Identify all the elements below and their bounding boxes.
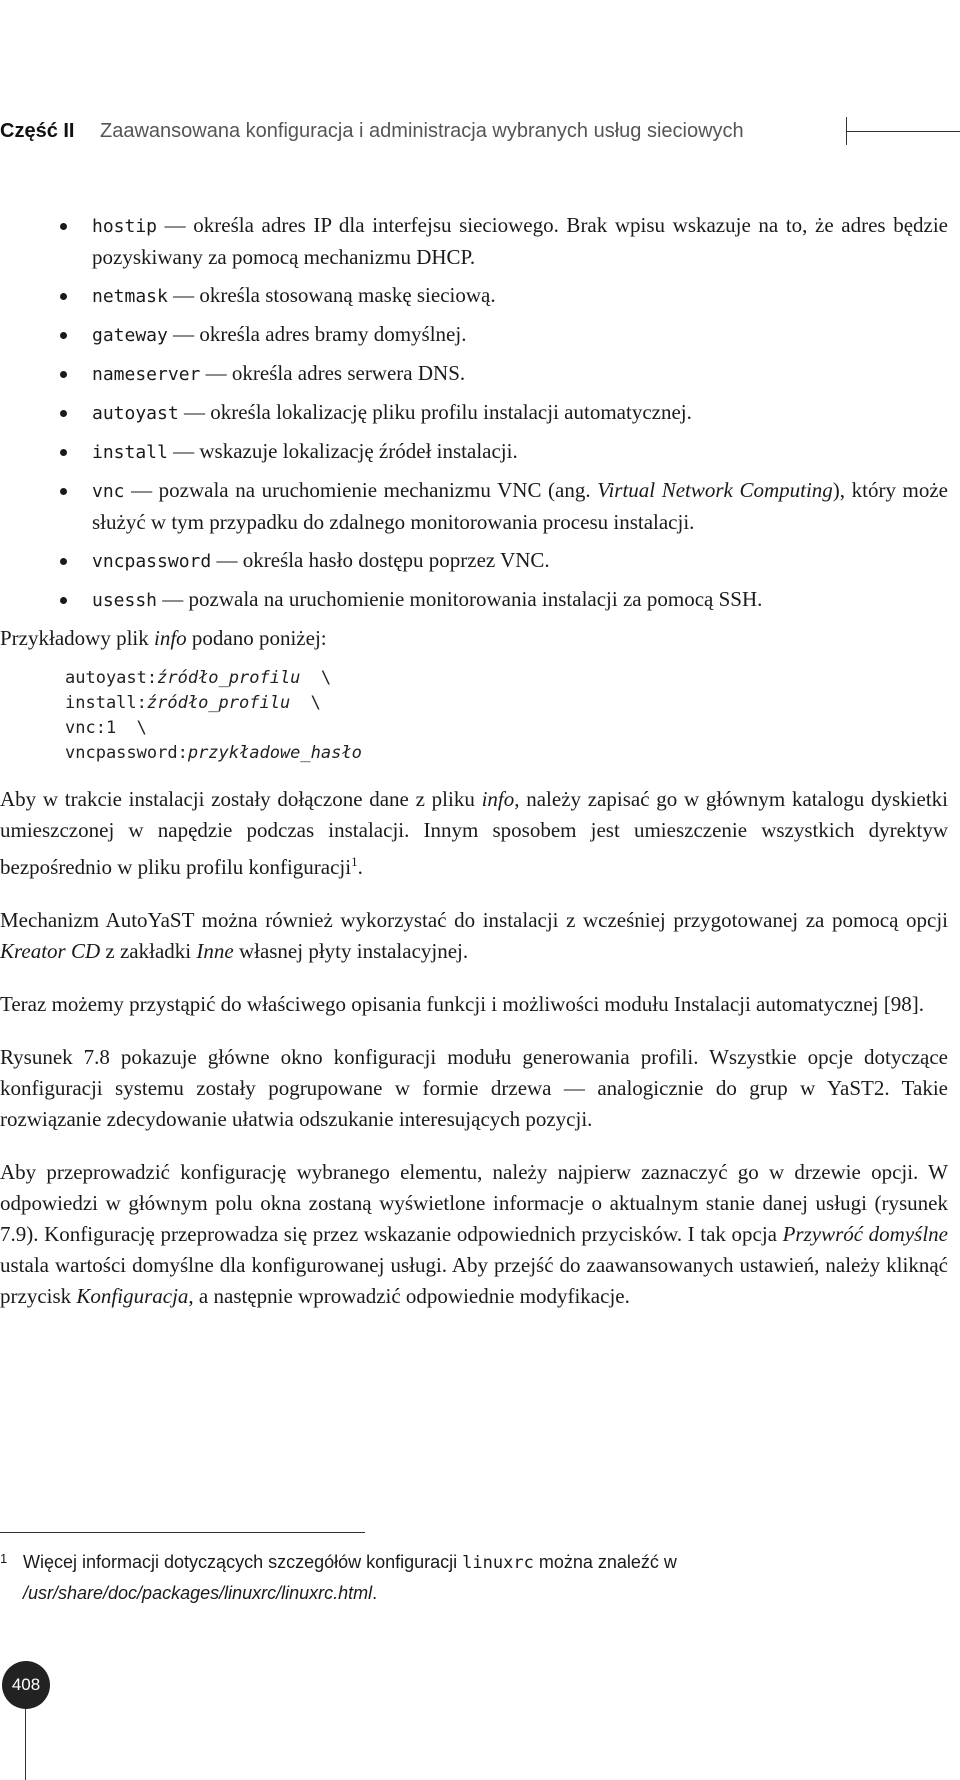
bullet-icon xyxy=(60,488,67,495)
running-header xyxy=(0,115,960,155)
code-line xyxy=(65,718,147,738)
bullet-icon xyxy=(60,449,67,456)
intro-text: Przykładowy plik xyxy=(0,626,154,650)
page-rule xyxy=(25,1709,26,1780)
paragraph-text: własnej płyty instalacyjnej. xyxy=(233,939,469,963)
code-key: vnc:1 \ xyxy=(65,718,147,738)
paragraph-italic: Kreator CD xyxy=(0,939,101,963)
paragraph xyxy=(0,784,948,883)
paragraph-text: ustala wartości domyślne dla konfigurowanej usługi. Aby przejść do zaawansowanych ustawień, należy kliknąć przycisk xyxy=(0,1253,948,1308)
param-term: autoyast xyxy=(92,403,179,424)
footnote-number: 1 xyxy=(0,1551,8,1566)
param-desc: — pozwala na uruchomienie monitorowania instalacji za pomocą SSH. xyxy=(157,587,763,611)
bullet-icon xyxy=(60,332,67,339)
footnote-text: . xyxy=(372,1583,378,1603)
header-rule-horizontal xyxy=(846,131,960,132)
param-desc: — określa lokalizację pliku profilu instalacji automatycznej. xyxy=(178,400,692,424)
param-term: netmask xyxy=(92,286,168,307)
param-desc-italic: Virtual Network Computing xyxy=(597,478,833,502)
footnote-body xyxy=(0,1547,948,1608)
list-item xyxy=(0,319,948,351)
code-line xyxy=(65,743,362,763)
chapter-title: Zaawansowana konfiguracja i administracja wybranych usług sieciowych xyxy=(100,120,744,142)
paragraph-italic: info xyxy=(481,787,515,811)
param-desc: — określa stosowaną maskę sieciową. xyxy=(167,283,496,307)
paragraph-italic: Konfiguracja xyxy=(76,1284,189,1308)
param-desc: — określa adres bramy domyślnej. xyxy=(167,322,467,346)
code-block xyxy=(65,666,948,766)
paragraph-italic: Inne xyxy=(196,939,234,963)
bullet-icon xyxy=(60,597,67,604)
code-line xyxy=(65,693,321,713)
parameter-list xyxy=(0,210,948,616)
param-desc: — wskazuje lokalizację źródeł instalacji. xyxy=(167,439,518,463)
param-desc: — określa adres serwera DNS. xyxy=(200,361,466,385)
bullet-icon xyxy=(60,293,67,300)
param-term: usessh xyxy=(92,590,158,611)
footnote xyxy=(0,1547,948,1608)
code-key: install: xyxy=(65,693,147,713)
bullet-icon xyxy=(60,410,67,417)
footnote-path: /usr/share/doc/packages/linuxrc/linuxrc.html xyxy=(23,1583,373,1603)
paragraph xyxy=(0,905,948,967)
paragraph-text: z zakładki xyxy=(100,939,197,963)
code-value: przykładowe_hasło xyxy=(187,743,362,763)
list-item xyxy=(0,584,948,616)
list-item xyxy=(0,475,948,538)
paragraph-text: Aby w trakcie instalacji zostały dołączone dane z pliku xyxy=(0,787,482,811)
paragraph-text: , a następnie wprowadzić odpowiednie modyfikacje. xyxy=(188,1284,630,1308)
param-term: hostip xyxy=(92,216,158,237)
bullet-icon xyxy=(60,371,67,378)
bullet-icon xyxy=(60,223,67,230)
footnote-text: można znaleźć w xyxy=(533,1552,677,1572)
paragraph-text: , należy zapisać go w głównym katalogu dyskietki umieszczonej w napędzie podczas instalacji. Innym sposobem jest umieszczenie wszystkich dyrektyw bezpośrednio w pliku profilu konfiguracji xyxy=(0,787,948,879)
param-term: gateway xyxy=(92,325,168,346)
paragraph-text: Mechanizm AutoYaST można również wykorzystać do instalacji z wcześniej przygotowanej za pomocą opcji xyxy=(0,908,948,932)
list-item xyxy=(0,545,948,577)
list-item xyxy=(0,280,948,312)
page-number-badge xyxy=(2,1661,50,1709)
code-tail: \ xyxy=(290,693,321,713)
footnote-rule xyxy=(0,1532,365,1533)
param-term: vnc xyxy=(92,481,125,502)
paragraph xyxy=(0,1157,948,1312)
paragraph-text: . xyxy=(357,855,363,879)
param-desc: — pozwala na uruchomienie mechanizmu VNC (ang. xyxy=(124,478,598,502)
page-number: 408 xyxy=(11,1675,41,1694)
list-item xyxy=(0,436,948,468)
param-term: install xyxy=(92,442,168,463)
main-content xyxy=(0,210,948,1334)
footnote-ref: 1 xyxy=(351,854,358,869)
param-term: nameserver xyxy=(92,364,201,385)
param-term: vncpassword xyxy=(92,551,212,572)
bullet-icon xyxy=(60,558,67,565)
param-desc: — określa hasło dostępu poprzez VNC. xyxy=(211,548,550,572)
code-key: autoyast: xyxy=(65,668,158,688)
part-label: Część II xyxy=(0,120,75,142)
list-item xyxy=(0,210,948,273)
paragraph: Teraz możemy przystąpić do właściwego opisania funkcji i możliwości modułu Instalacji automatycznej [98]. xyxy=(0,992,924,1016)
paragraph-text: Aby przeprowadzić konfigurację wybranego elementu, należy najpierw zaznaczyć go w drzewie opcji. W odpowiedzi w głównym polu okna zostaną wyświetlone informacje o aktualnym stanie danej usługi (rysunek 7.9). Konfigurację przeprowadza się przez wskazanie odpowiednich przycisków. I tak opcja xyxy=(0,1160,948,1246)
param-desc: — określa adres IP dla interfejsu sieciowego. Brak wpisu wskazuje na to, że adres będzie pozyskiwany za pomocą mechanizmu DHCP. xyxy=(92,213,948,269)
code-value: źródło_profilu xyxy=(146,693,291,713)
code-line xyxy=(65,668,331,688)
param-desc-tail: ), który może służyć w tym przypadku do zdalnego monitorowania procesu instalacji. xyxy=(92,478,948,534)
code-value: źródło_profilu xyxy=(157,668,301,688)
example-intro xyxy=(0,623,948,654)
intro-italic: info xyxy=(153,626,187,650)
footnote-code: linuxrc xyxy=(462,1553,534,1573)
list-item xyxy=(0,397,948,429)
paragraph-italic: Przywróć domyślne xyxy=(782,1222,948,1246)
footnote-text: Więcej informacji dotyczących szczegółów konfiguracji xyxy=(23,1552,463,1572)
list-item xyxy=(0,358,948,390)
code-key: vncpassword: xyxy=(65,743,188,763)
intro-text-tail: podano poniżej: xyxy=(186,626,327,650)
paragraph: Rysunek 7.8 pokazuje główne okno konfiguracji modułu generowania profili. Wszystkie opcje dotyczące konfiguracji systemu zostały pogrupowane w formie drzewa — analogicznie do grup w YaST2. Takie rozwiązanie zdecydowanie ułatwia odszukanie interesujących pozycji. xyxy=(0,1045,948,1131)
code-tail: \ xyxy=(300,668,332,688)
